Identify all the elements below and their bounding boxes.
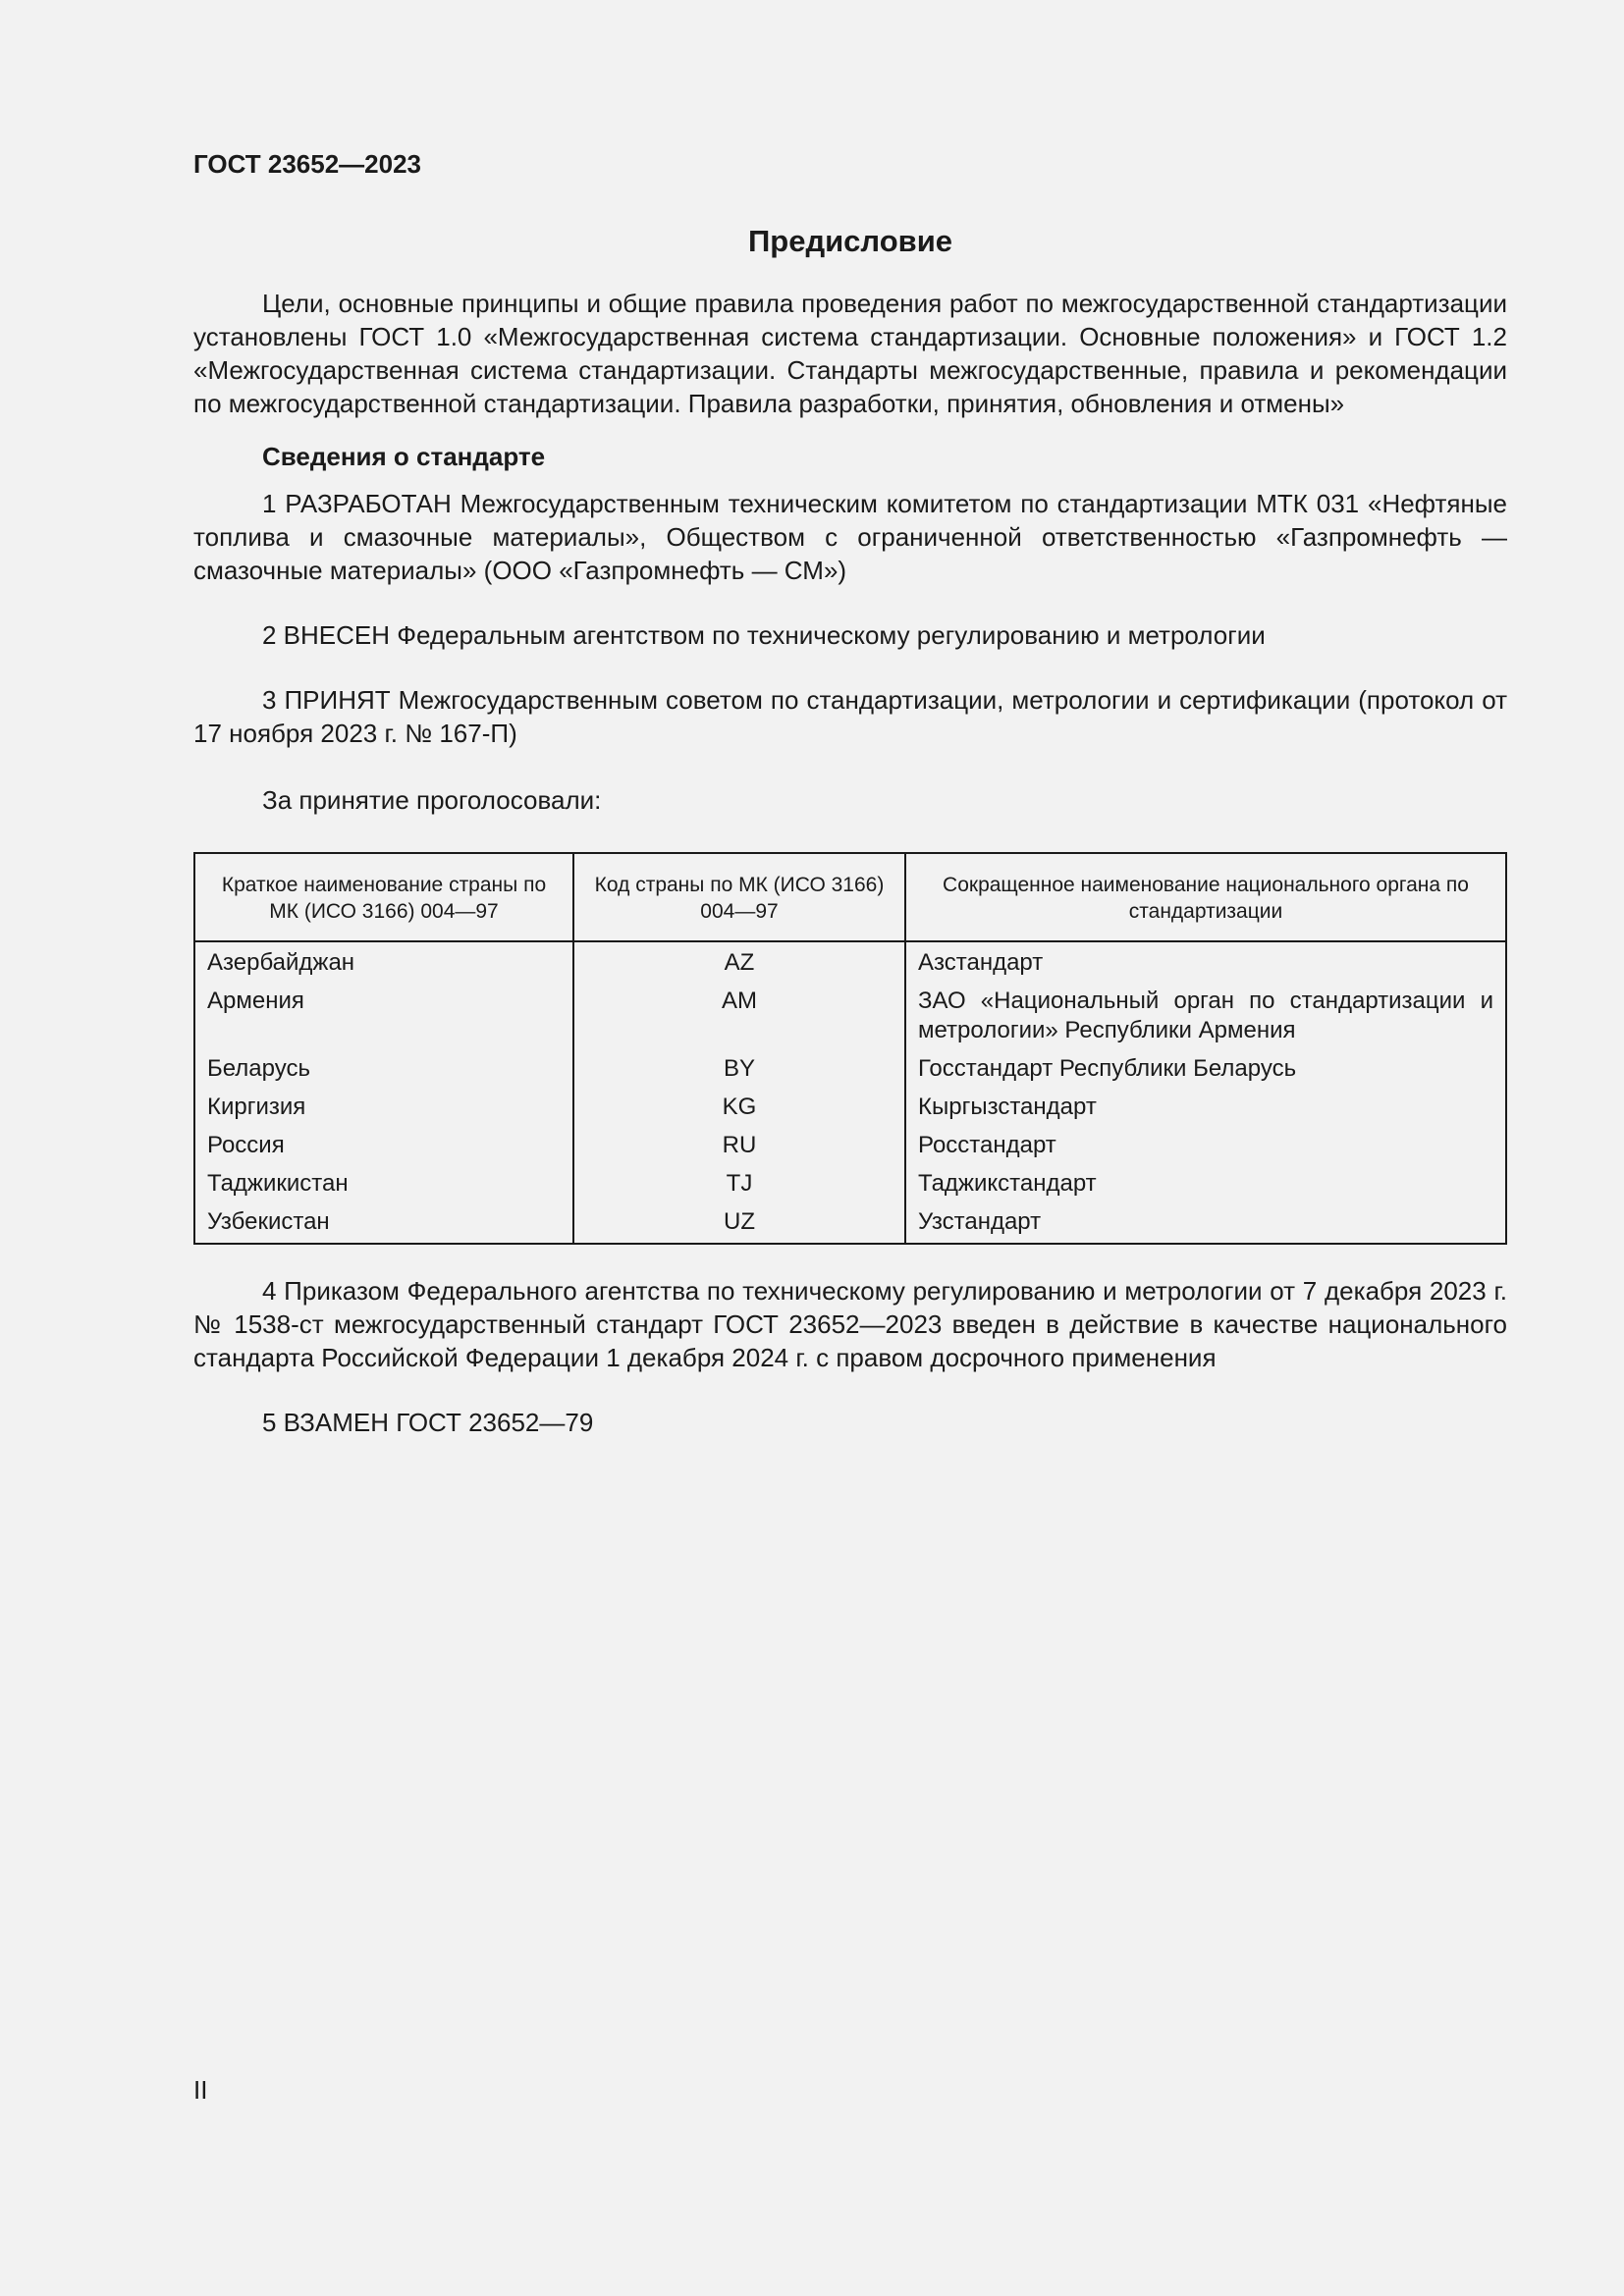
- intro-paragraph: Цели, основные принципы и общие правила проведения работ по межгосударственной стандартизации установлены ГОСТ 1.0 «Межгосударственная система стандартизации. Основные положения» и ГОСТ 1.2 «Межгосударственная система стандартизации. Стандарты межгосударственные, правила и рекомендации по межгосударственной стандартизации. Правила разработки, принятия, обновления и отмены»: [193, 289, 1507, 418]
- cell-code: AZ: [573, 941, 905, 983]
- table-row: [194, 1203, 1506, 1244]
- table-row: [194, 941, 1506, 983]
- item-adopted: 3 ПРИНЯТ Межгосударственным советом по стандартизации, метрологии и сертификации (протокол от 17 ноября 2023 г. № 167-П): [193, 685, 1507, 748]
- cell-code: AM: [573, 983, 905, 1050]
- cell-body: Росстандарт: [905, 1127, 1506, 1165]
- cell-code: UZ: [573, 1203, 905, 1244]
- item-developed: 1 РАЗРАБОТАН Межгосударственным техническим комитетом по стандартизации МТК 031 «Нефтяные топлива и смазочные материалы», Обществом с ограниченной ответственностью «Газпромнефть — смазочные материалы» (ООО «Газпромнефть — СМ»): [193, 489, 1507, 585]
- cell-body: Узстандарт: [905, 1203, 1506, 1244]
- cell-body: Таджикстандарт: [905, 1165, 1506, 1203]
- cell-country: Таджикистан: [194, 1165, 573, 1203]
- cell-country: Россия: [194, 1127, 573, 1165]
- document-code: ГОСТ 23652—2023: [193, 149, 421, 179]
- cell-code: RU: [573, 1127, 905, 1165]
- voted-label: За принятие проголосовали:: [262, 785, 602, 815]
- cell-code: KG: [573, 1089, 905, 1127]
- table-row: [194, 1127, 1506, 1165]
- item-introduced: 2 ВНЕСЕН Федеральным агентством по техническому регулированию и метрологии: [262, 620, 1266, 650]
- item-replaces: 5 ВЗАМЕН ГОСТ 23652—79: [262, 1408, 594, 1437]
- cell-code: BY: [573, 1050, 905, 1089]
- cell-country: Армения: [194, 983, 573, 1050]
- cell-code: TJ: [573, 1165, 905, 1203]
- cell-body: Госстандарт Республики Беларусь: [905, 1050, 1506, 1089]
- table-row: [194, 1165, 1506, 1203]
- cell-country: Беларусь: [194, 1050, 573, 1089]
- header-country: Краткое наименование страны по МК (ИСО 3166) 004—97: [194, 853, 573, 941]
- info-heading: Сведения о стандарте: [262, 442, 546, 471]
- cell-country: Узбекистан: [194, 1203, 573, 1244]
- cell-body: ЗАО «Национальный орган по стандартизации и метрологии» Республики Армения: [905, 983, 1506, 1050]
- header-body: Сокращенное наименование национального органа по стандартизации: [905, 853, 1506, 941]
- page-number: II: [193, 2075, 208, 2105]
- cell-body: Азстандарт: [905, 941, 1506, 983]
- document-body: [193, 222, 1507, 1439]
- cell-body: Кыргызстандарт: [905, 1089, 1506, 1127]
- table-header-row: [194, 853, 1506, 941]
- item-order: 4 Приказом Федерального агентства по техническому регулированию и метрологии от 7 декабря 2023 г. № 1538-ст межгосударственный стандарт ГОСТ 23652—2023 введен в действие в качестве национального стандарта Российской Федерации 1 декабря 2024 г. с правом досрочного применения: [193, 1276, 1507, 1372]
- cell-country: Азербайджан: [194, 941, 573, 983]
- table-row: [194, 1089, 1506, 1127]
- table-row: [194, 983, 1506, 1050]
- page-title: Предисловие: [747, 224, 952, 258]
- table-row: [194, 1050, 1506, 1089]
- cell-country: Киргизия: [194, 1089, 573, 1127]
- voting-table: [193, 852, 1507, 1245]
- header-code: Код страны по МК (ИСО 3166) 004—97: [573, 853, 905, 941]
